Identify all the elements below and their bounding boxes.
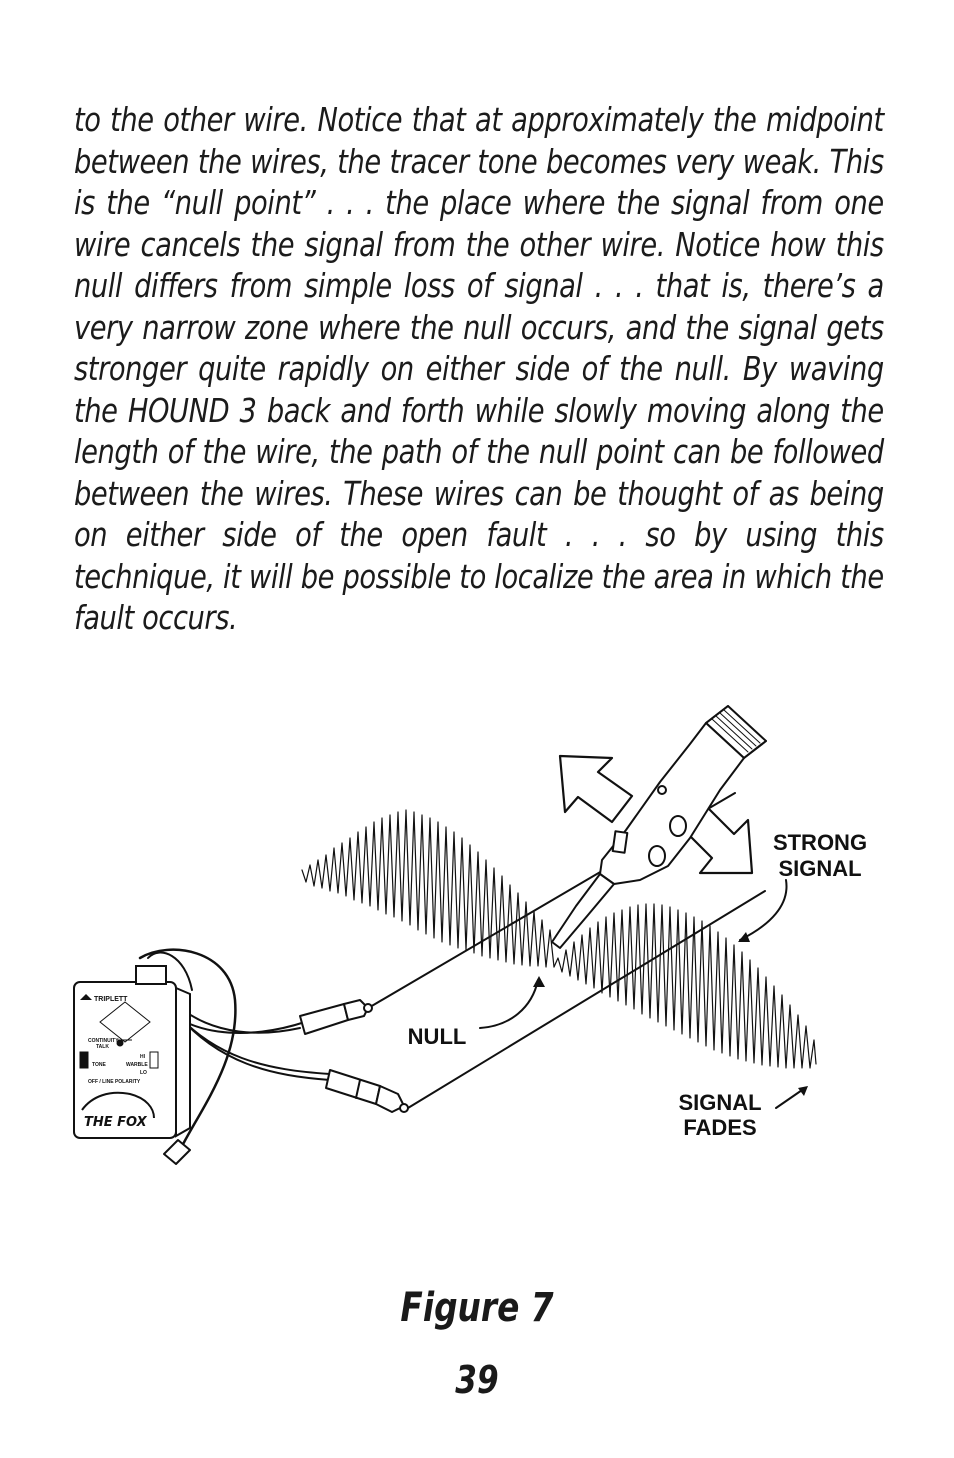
warble-label: WARBLE xyxy=(126,1062,148,1068)
signal-wave-upper xyxy=(302,810,554,967)
polarity-label: OFF / LINE POLARITY xyxy=(88,1079,141,1085)
talk-label: TALK xyxy=(96,1044,109,1050)
clip-lower xyxy=(326,1070,408,1112)
tone-label: TONE xyxy=(92,1062,106,1068)
hound-probe xyxy=(552,706,766,948)
figure-caption: Figure 7 xyxy=(400,1285,554,1331)
wire-lower xyxy=(408,891,765,1108)
strong-leader xyxy=(740,880,787,940)
clip-upper xyxy=(300,1000,372,1034)
page-number: 39 xyxy=(455,1358,499,1402)
hi-label: HI xyxy=(140,1054,145,1060)
fox-tester xyxy=(74,966,190,1138)
brand-label: TRIPLETT xyxy=(94,996,128,1003)
wave-arrow-up-left xyxy=(560,756,632,822)
null-label: NULL xyxy=(407,1024,467,1049)
signal-wave-lower xyxy=(554,904,816,1068)
body-paragraph: to the other wire. Notice that at approximately the midpoint between the wires, the tracer tone becomes very weak. This is the “null point” . . . the place where the signal from one wire cancels the signal from the other wire. Notice how this null differs from simple loss of signal . . . that is, there’s a very narrow zone where the null occurs, and the signal gets stronger quite rapidly on either side of the null. By waving the HOUND 3 back and forth while slowly moving along the length of the wire, the path of the null point can be followed between the wires. These wires can be thought of as being on either side of the open fault . . . so by using this technique, it will be possible to localize the area in which the fault occurs. xyxy=(74,101,884,637)
lo-label: LO xyxy=(140,1070,147,1076)
rj-plug xyxy=(164,1140,190,1164)
fox-logo: THE FOX xyxy=(84,1115,147,1130)
signal-fades-label-line2: FADES xyxy=(683,1115,757,1140)
strong-signal-label-line1: STRONG xyxy=(772,830,868,855)
null-leader xyxy=(480,980,538,1028)
signal-fades-label-line1: SIGNAL xyxy=(678,1090,762,1115)
strong-signal-label-line2: SIGNAL xyxy=(778,856,862,881)
continuity-label: CONTINUITY xyxy=(88,1038,119,1044)
figure-7-illustration xyxy=(0,690,954,1190)
